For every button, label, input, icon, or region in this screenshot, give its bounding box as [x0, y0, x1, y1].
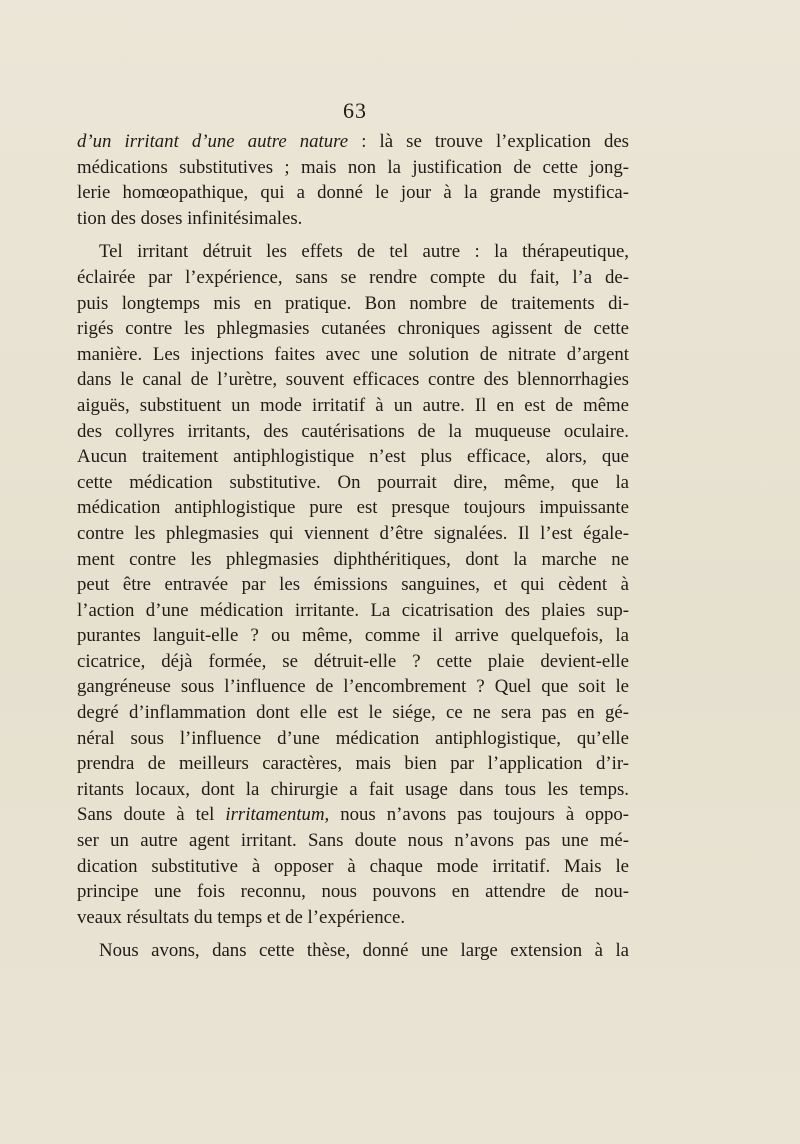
text-segment: puis longtemps mis en pratique. Bon nombre de traitements di- [77, 292, 629, 314]
text-line [77, 751, 629, 777]
text-segment: gangréneuse sous l’influence de l’encombrement ? Quel que soit le [77, 676, 629, 698]
text-segment: ser un autre agent irritant. Sans doute nous n’avons pas une mé- [77, 830, 629, 852]
text-line [77, 316, 629, 342]
text-segment: rigés contre les phlegmasies cutanées chroniques agissent de cette [77, 318, 629, 340]
text-segment: veaux résultats du temps et de l’expérience. [77, 906, 406, 928]
text-line [77, 265, 629, 291]
text-line [77, 342, 629, 368]
text-segment: cicatrice, déjà formée, se détruit-elle ? cette plaie devient-elle [77, 650, 629, 672]
text-line [77, 495, 629, 521]
text-line [77, 777, 629, 803]
text-segment: éclairée par l’expérience, sans se rendre compte du fait, l’a de- [77, 266, 629, 288]
text-segment: degré d’inflammation dont elle est le siége, ce ne sera pas en gé- [77, 702, 629, 724]
text-segment: , nous n’avons pas toujours à oppo- [324, 804, 629, 826]
italic-text: irritamentum [225, 804, 325, 826]
text-line [77, 129, 629, 155]
body-text [77, 129, 629, 964]
text-line [77, 367, 629, 393]
text-line [77, 206, 629, 232]
text-line [77, 572, 629, 598]
text-segment: aiguës, substituent un mode irritatif à un autre. Il en est de même [77, 394, 629, 416]
text-segment: lerie homœopathique, qui a donné le jour à la grande mystifica- [77, 182, 629, 204]
text-segment: Tel irritant détruit les effets de tel autre : la thérapeutique, [99, 241, 629, 263]
text-segment: médications substitutives ; mais non la justification de cette jong- [77, 156, 629, 178]
text-line [77, 470, 629, 496]
paragraph-break [77, 930, 629, 938]
text-segment: : là se trouve l’explication des [348, 131, 629, 152]
text-segment: purantes languit-elle ? ou même, comme il arrive quelquefois, la [77, 625, 629, 647]
text-line [77, 444, 629, 470]
text-segment: l’action d’une médication irritante. La cicatrisation des plaies sup- [77, 599, 629, 621]
text-line [77, 700, 629, 726]
text-segment: Nous avons, dans cette thèse, donné une large extension à la [99, 940, 629, 962]
text-line [77, 802, 629, 828]
text-segment: prendra de meilleurs caractères, mais bien par l’application d’ir- [77, 753, 629, 775]
text-line [77, 598, 629, 624]
text-line [77, 938, 629, 964]
text-line [77, 879, 629, 905]
text-segment: tion des doses infinitésimales. [77, 207, 303, 229]
text-segment: peut être entravée par les émissions sanguines, et qui cèdent à [77, 574, 629, 596]
text-segment: cette médication substitutive. On pourrait dire, même, que la [77, 471, 629, 493]
text-segment: des collyres irritants, des cautérisations de la muqueuse oculaire. [77, 420, 629, 442]
text-segment: principe une fois reconnu, nous pouvons en attendre de nou- [77, 881, 629, 903]
text-segment: manière. Les injections faites avec une solution de nitrate d’argent [77, 343, 629, 365]
text-line [77, 828, 629, 854]
text-segment: néral sous l’influence d’une médication antiphlogistique, qu’elle [77, 727, 629, 749]
text-segment: Sans doute à tel [77, 804, 226, 826]
text-segment: dication substitutive à opposer à chaque mode irritatif. Mais le [77, 855, 629, 877]
paragraph-break [77, 231, 629, 239]
text-line [77, 393, 629, 419]
text-line [77, 649, 629, 675]
text-segment: Aucun traitement antiphlogistique n’est plus efficace, alors, que [77, 446, 629, 468]
text-line [77, 547, 629, 573]
text-line [77, 291, 629, 317]
text-segment: contre les phlegmasies qui viennent d’être signalées. Il l’est égale- [77, 522, 629, 544]
text-segment: ment contre les phlegmasies diphthéritiques, dont la marche ne [77, 548, 629, 570]
text-line [77, 180, 629, 206]
text-segment: dans le canal de l’urètre, souvent efficaces contre des blennorrhagies [77, 369, 629, 391]
page-number: 63 [343, 98, 367, 123]
text-segment: médication antiphlogistique pure est presque toujours impuissante [77, 497, 629, 519]
text-line [77, 726, 629, 752]
text-line [77, 521, 629, 547]
text-line [77, 419, 629, 445]
text-line [77, 854, 629, 880]
text-line [77, 674, 629, 700]
text-line [77, 623, 629, 649]
text-line [77, 155, 629, 181]
text-line [77, 239, 629, 265]
italic-text: d’un irritant d’une autre nature [77, 131, 349, 152]
text-segment: ritants locaux, dont la chirurgie a fait usage dans tous les temps. [77, 778, 629, 800]
text-line [77, 905, 629, 931]
